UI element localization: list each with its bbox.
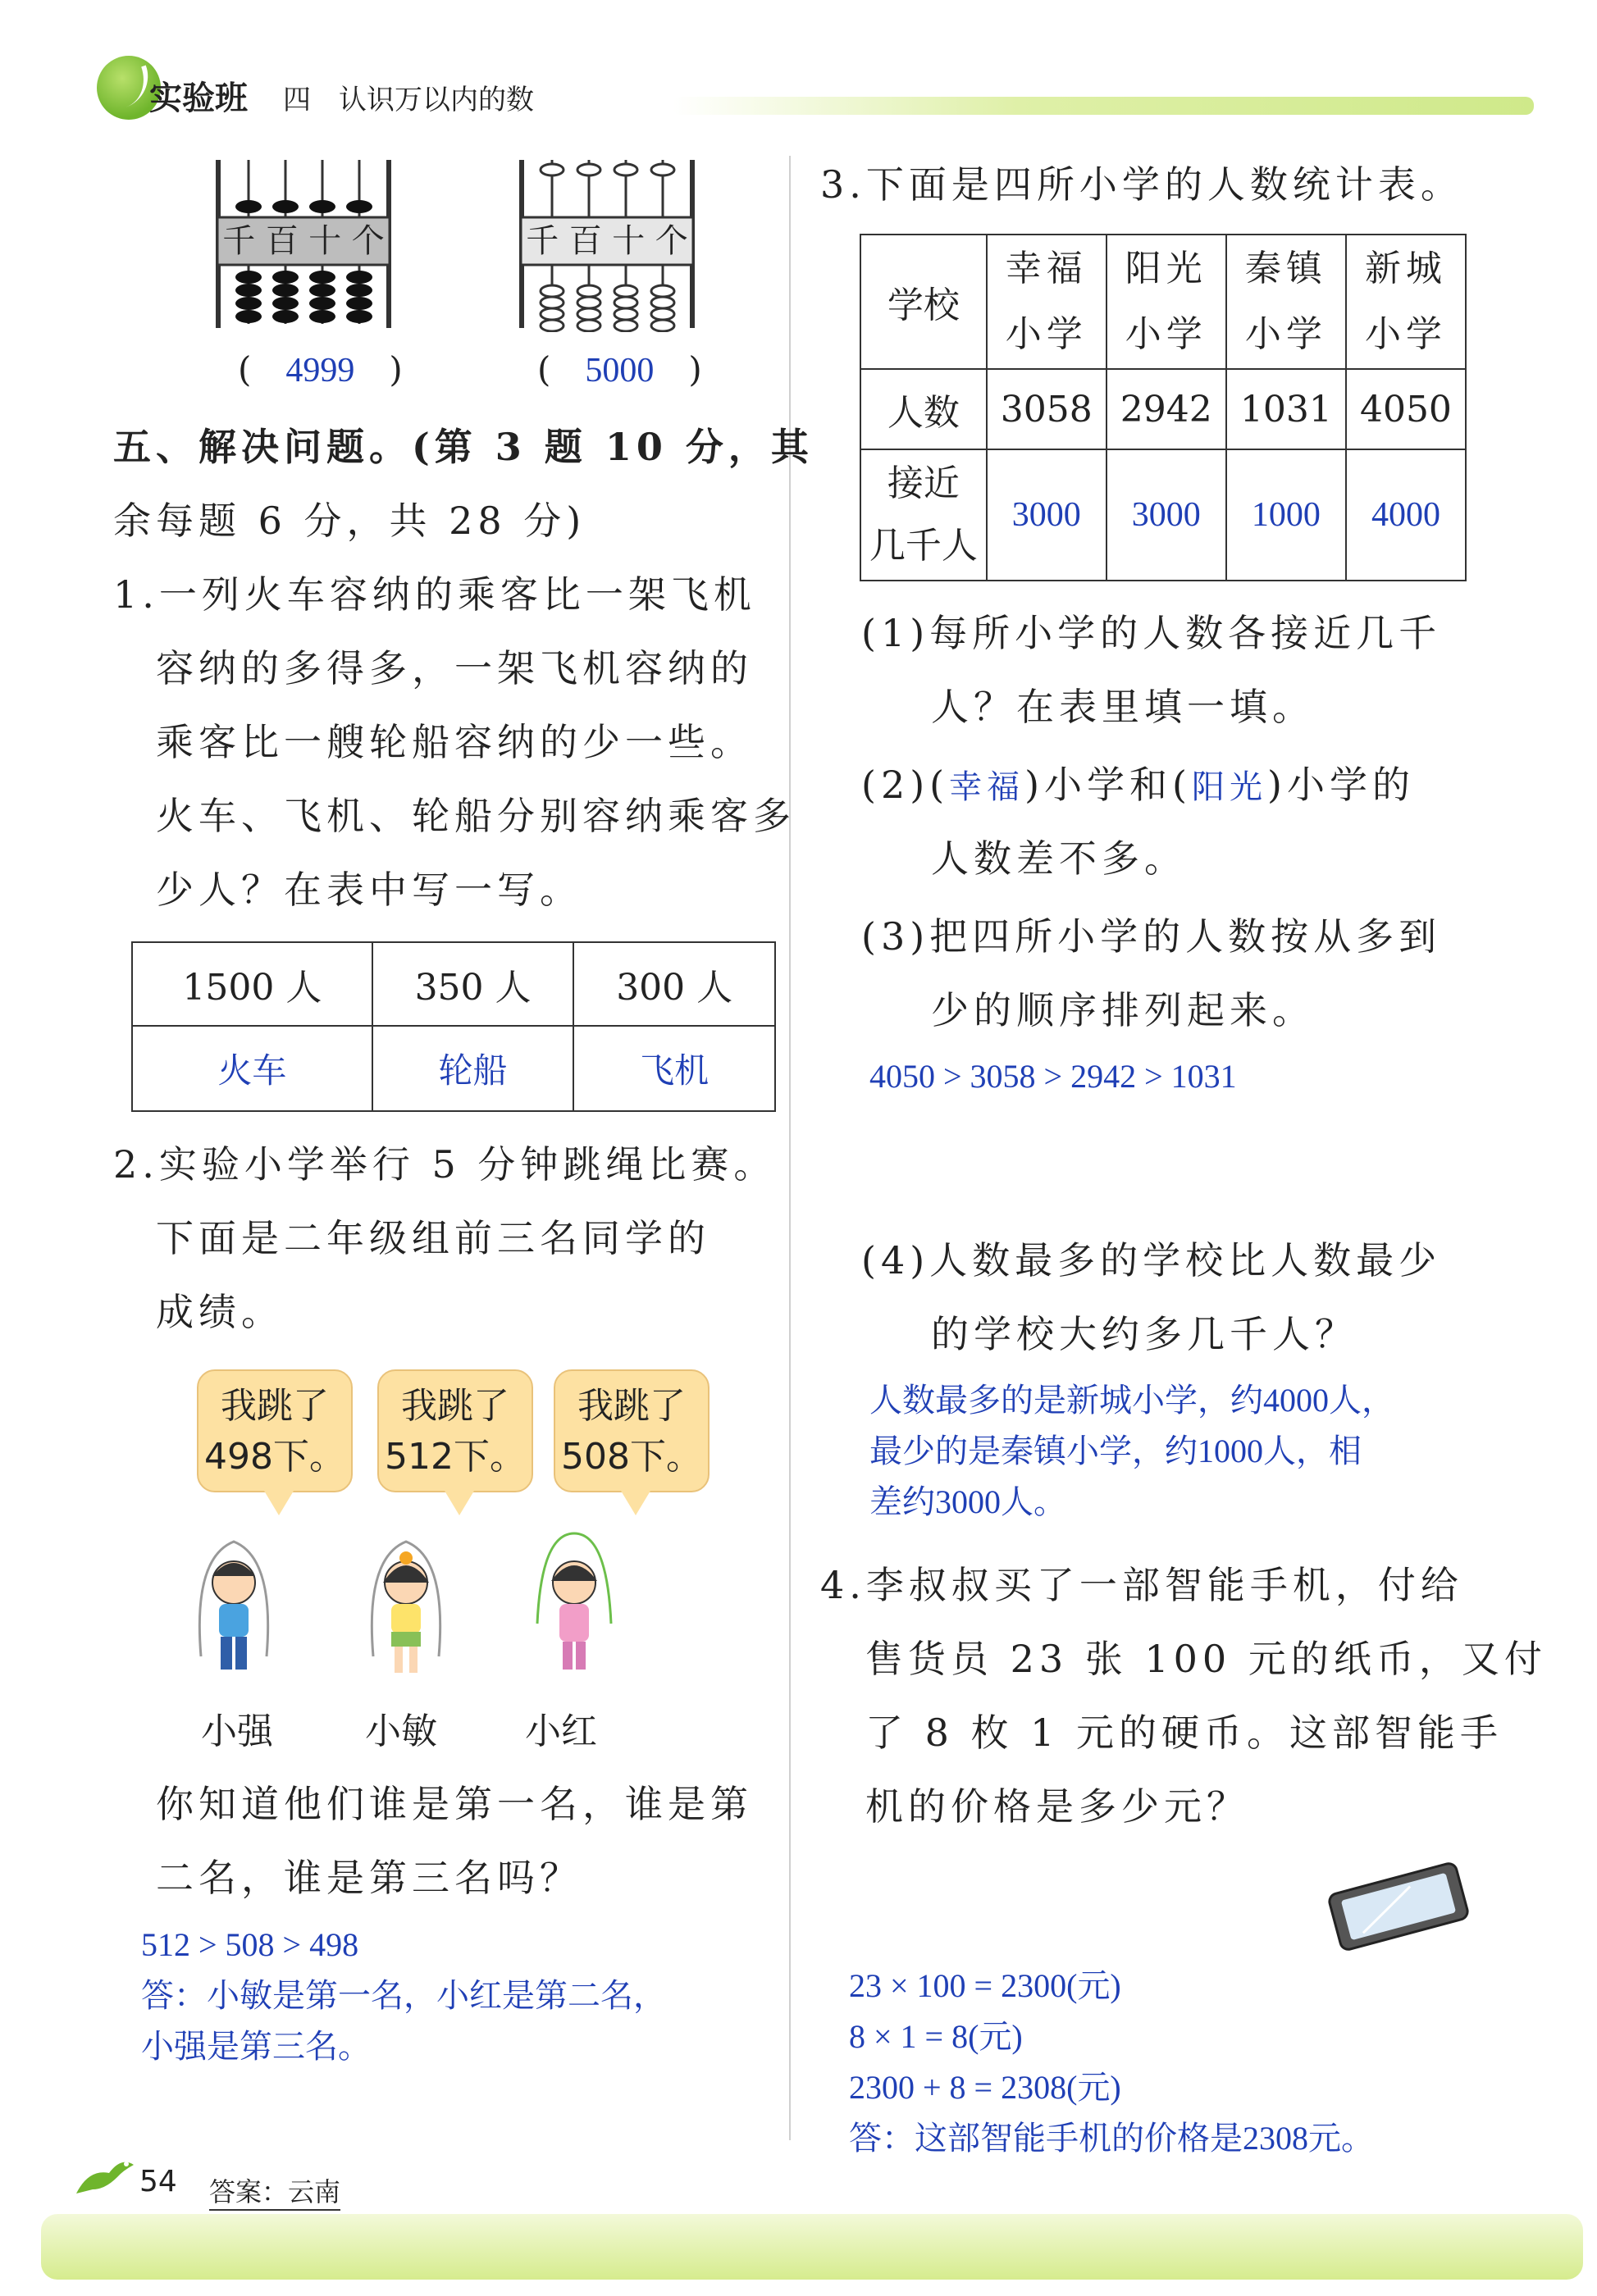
girl-red-jumping-icon xyxy=(525,1525,623,1689)
q4-answer: 8 × 1 = 8(元) xyxy=(849,2018,1023,2055)
abacus-label: 十 xyxy=(308,222,342,260)
bubble-line2: 498下。 xyxy=(204,1436,345,1478)
sub2-suffix: )小学的 xyxy=(1267,763,1415,807)
q2-line: 2.实验小学举行 5 分钟跳绳比赛。 xyxy=(113,1142,777,1187)
q3-sub1: (1)每所小学的人数各接近几千 xyxy=(861,611,1442,655)
girl-jumping-icon xyxy=(357,1525,455,1689)
boy-jumping-icon xyxy=(185,1525,283,1689)
q3-school-cell xyxy=(1226,235,1346,369)
page-number: 54 xyxy=(139,2165,177,2198)
q1-count-cell: 350 人 xyxy=(372,942,574,1026)
page-info: 答案：云南 xyxy=(209,2171,340,2211)
q3-sub4: 的学校大约多几千人？ xyxy=(931,1312,1357,1356)
q1-answer-cell: 轮船 xyxy=(372,1026,574,1111)
school-name-2: 小学 xyxy=(1244,313,1327,355)
q3-school-cell xyxy=(987,235,1106,369)
school-name-1: 阳光 xyxy=(1125,248,1207,289)
q3-sub3: 少的顺序排列起来。 xyxy=(931,988,1315,1032)
school-name-2: 小学 xyxy=(1364,313,1447,355)
bubble-line1: 我跳了 xyxy=(401,1385,509,1427)
school-name-2: 小学 xyxy=(1125,313,1207,355)
kid-name: 小强 xyxy=(201,1711,273,1752)
sub2-mid: )小学和( xyxy=(1024,763,1193,807)
kid-name: 小敏 xyxy=(365,1711,437,1752)
q1-table xyxy=(131,941,776,1112)
q1-line: 乘客比一艘轮船容纳的少一些。 xyxy=(156,720,753,764)
q3-count-cell: 2942 xyxy=(1106,369,1226,449)
q3-approx-cell: 3000 xyxy=(987,449,1106,581)
q3-count-cell: 4050 xyxy=(1346,369,1466,449)
bubble-line2: 512下。 xyxy=(385,1436,526,1478)
header-band xyxy=(673,97,1534,115)
abacus-1-answer: 4999 xyxy=(285,352,355,390)
book-title: 实验班 xyxy=(149,80,248,117)
smartphone-icon xyxy=(1325,1861,1472,1952)
q3-sub1: 人？在表里填一填。 xyxy=(931,685,1315,729)
q1-count-cell: 300 人 xyxy=(573,942,775,1026)
section-title xyxy=(113,410,814,484)
q1-line: 少人？在表中写一写。 xyxy=(156,868,582,912)
school-name-2: 小学 xyxy=(1005,313,1088,355)
q3-table xyxy=(860,234,1467,581)
q3-school-cell xyxy=(1106,235,1226,369)
school-name-1: 幸福 xyxy=(1005,248,1088,289)
abacus-label: 千 xyxy=(526,222,559,260)
q4-line: 机的价格是多少元？ xyxy=(865,1784,1249,1829)
q4-line: 了 8 枚 1 元的硬币。这部智能手 xyxy=(865,1711,1503,1755)
speech-bubble xyxy=(554,1369,710,1492)
bubble-line1: 我跳了 xyxy=(577,1385,686,1427)
q3-school-cell xyxy=(1346,235,1466,369)
q3-sub4-answer: 最少的是秦镇小学，约1000人，相 xyxy=(869,1433,1362,1469)
q3-approx-cell: 4000 xyxy=(1346,449,1466,581)
q3-sub4-answer: 差约3000人。 xyxy=(869,1483,1066,1520)
q1-line: 1.一列火车容纳的乘客比一架飞机 xyxy=(113,572,756,617)
abacus-label: 个 xyxy=(351,222,385,260)
dinosaur-icon xyxy=(72,2152,138,2202)
q1-line: 火车、飞机、轮船分别容纳乘客多 xyxy=(156,794,796,838)
q2-line: 下面是二年级组前三名同学的 xyxy=(156,1216,710,1260)
q2-answer: 小强是第三名。 xyxy=(141,2028,371,2065)
q3-count-cell: 1031 xyxy=(1226,369,1346,449)
approx-label-1: 接近 xyxy=(887,462,960,504)
q3-sub4: (4)人数最多的学校比人数最少 xyxy=(861,1238,1442,1282)
q3-approx-cell: 3000 xyxy=(1106,449,1226,581)
q1-answer-cell: 飞机 xyxy=(573,1026,775,1111)
q3-sub4-answer: 人数最多的是新城小学，约4000人， xyxy=(869,1382,1394,1419)
approx-label-2: 几千人 xyxy=(869,525,978,567)
bubble-line1: 我跳了 xyxy=(221,1385,329,1427)
abacus-1-answer-row: ( 4999 ) xyxy=(238,349,403,390)
q3-sub3-answer: 4050 > 3058 > 2942 > 1031 xyxy=(869,1058,1237,1095)
school-name-1: 新城 xyxy=(1364,248,1447,289)
q2-ask: 二名，谁是第三名吗？ xyxy=(156,1856,582,1900)
q4-answer: 答：这部智能手机的价格是2308元。 xyxy=(849,2120,1374,2157)
abacus-label: 百 xyxy=(568,222,602,260)
q3-sub2-line2: 人数差不多。 xyxy=(931,836,1187,881)
sub2-answer-2: 阳光 xyxy=(1192,768,1268,805)
abacus-label: 个 xyxy=(655,222,688,260)
section-title-line1: 五、解决问题。(第 3 题 10 分，其 xyxy=(113,425,814,469)
q4-line: 4.李叔叔买了一部智能手机，付给 xyxy=(820,1563,1463,1607)
q2-answer: 512 > 508 > 498 xyxy=(141,1926,359,1963)
q3-count-label: 人数 xyxy=(860,369,987,449)
q4-answer: 23 × 100 = 2300(元) xyxy=(849,1967,1121,2004)
unit-title: 四 认识万以内的数 xyxy=(283,84,534,116)
section-title-line2: 余每题 6 分，共 28 分) xyxy=(113,499,586,543)
q3-sub3: (3)把四所小学的人数按从多到 xyxy=(861,914,1442,959)
q2-answer: 答：小敏是第一名，小红是第二名， xyxy=(141,1977,666,2014)
q3-approx-cell: 1000 xyxy=(1226,449,1346,581)
speech-bubble xyxy=(197,1369,353,1492)
q3-count-cell: 3058 xyxy=(987,369,1106,449)
q3-sub2 xyxy=(861,748,1415,824)
footer-band xyxy=(41,2214,1583,2280)
abacus-label: 百 xyxy=(265,222,299,260)
q3-header-label: 学校 xyxy=(860,235,987,369)
abacus-2 xyxy=(513,160,701,332)
q2-line: 成绩。 xyxy=(156,1290,284,1334)
q1-answer-cell: 火车 xyxy=(132,1026,372,1111)
sub2-answer-1: 幸福 xyxy=(949,768,1025,805)
q4-answer: 2300 + 8 = 2308(元) xyxy=(849,2069,1121,2106)
abacus-2-answer-row: ( 5000 ) xyxy=(537,349,702,390)
sub2-prefix: (2)( xyxy=(861,763,950,807)
abacus-1 xyxy=(209,160,398,332)
q3-intro: 3.下面是四所小学的人数统计表。 xyxy=(820,162,1463,207)
abacus-label: 千 xyxy=(222,222,256,260)
abacus-2-answer: 5000 xyxy=(585,352,655,390)
q1-count-cell: 1500 人 xyxy=(132,942,372,1026)
q4-line: 售货员 23 张 100 元的纸币，又付 xyxy=(865,1637,1547,1681)
q3-approx-label xyxy=(860,449,987,581)
kid-name: 小红 xyxy=(525,1711,597,1752)
school-name-1: 秦镇 xyxy=(1244,248,1327,289)
speech-bubble xyxy=(377,1369,533,1492)
bubble-line2: 508下。 xyxy=(561,1436,702,1478)
abacus-label: 十 xyxy=(612,222,646,260)
q2-ask: 你知道他们谁是第一名，谁是第 xyxy=(156,1782,753,1826)
q1-line: 容纳的多得多，一架飞机容纳的 xyxy=(156,646,753,690)
